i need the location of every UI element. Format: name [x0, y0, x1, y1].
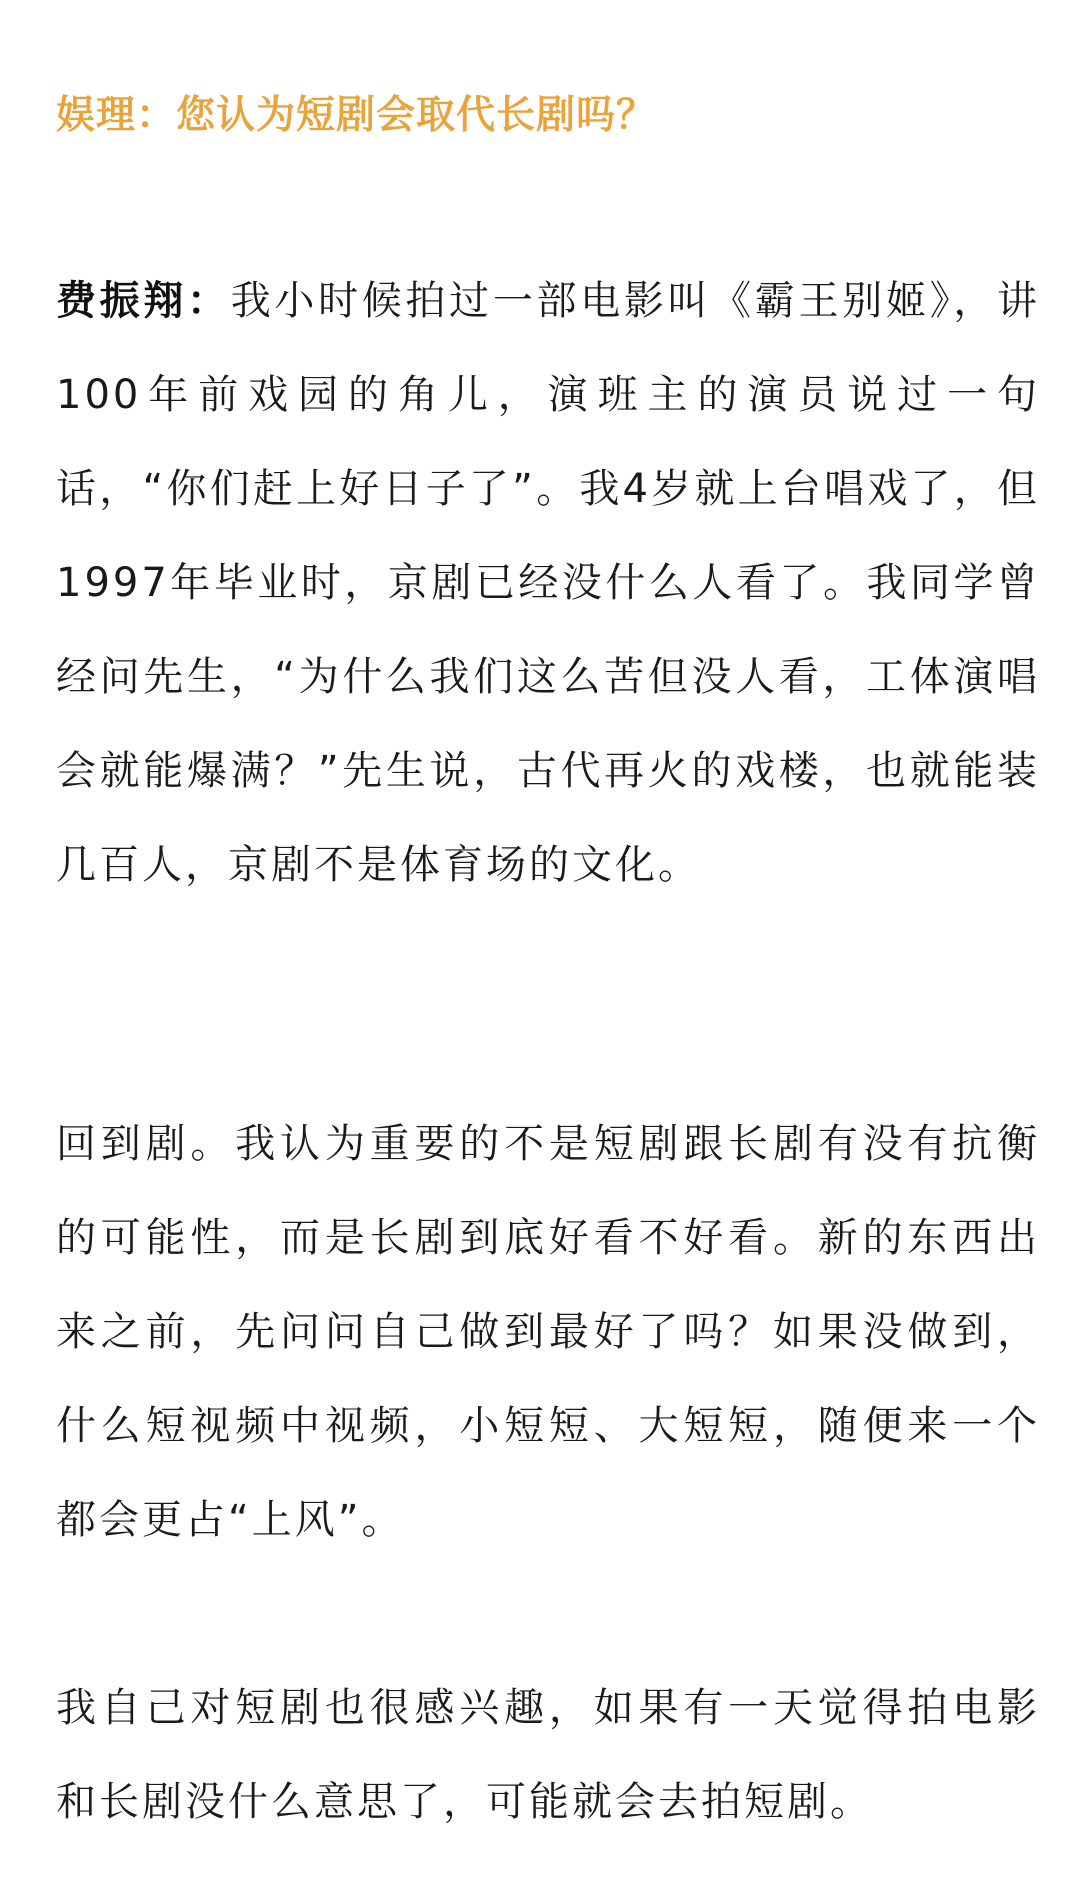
interview-question: 娱理：您认为短剧会取代长剧吗？	[56, 93, 657, 138]
answer-paragraph-1	[56, 254, 1040, 912]
answer-text-1: 我小时候拍过一部电影叫《霸王别姬》，讲100年前戏园的角儿，演班主的演员说过一句话，“你们赶上好日子了”。我4岁就上台唱戏了，但1997年毕业时，京剧已经没什么人看了。我同学曾经问先生，“为什么我们这么苦但没人看，工体演唱会就能爆满？”先生说，古代再火的戏楼，也就能装几百人，京剧不是体育场的文化。	[56, 278, 1041, 888]
speaker-name: 费振翔：	[56, 278, 231, 324]
answer-paragraph-3: 我自己对短剧也很感兴趣，如果有一天觉得拍电影和长剧没什么意思了，可能就会去拍短剧。	[56, 1685, 1040, 1825]
answer-paragraph-2: 回到剧。我认为重要的不是短剧跟长剧有没有抗衡的可能性，而是长剧到底好看不好看。新的东西出来之前，先问问自己做到最好了吗？如果没做到，什么短视频中视频，小短短、大短短，随便来一个都会更占“上风”。	[56, 1121, 1040, 1543]
